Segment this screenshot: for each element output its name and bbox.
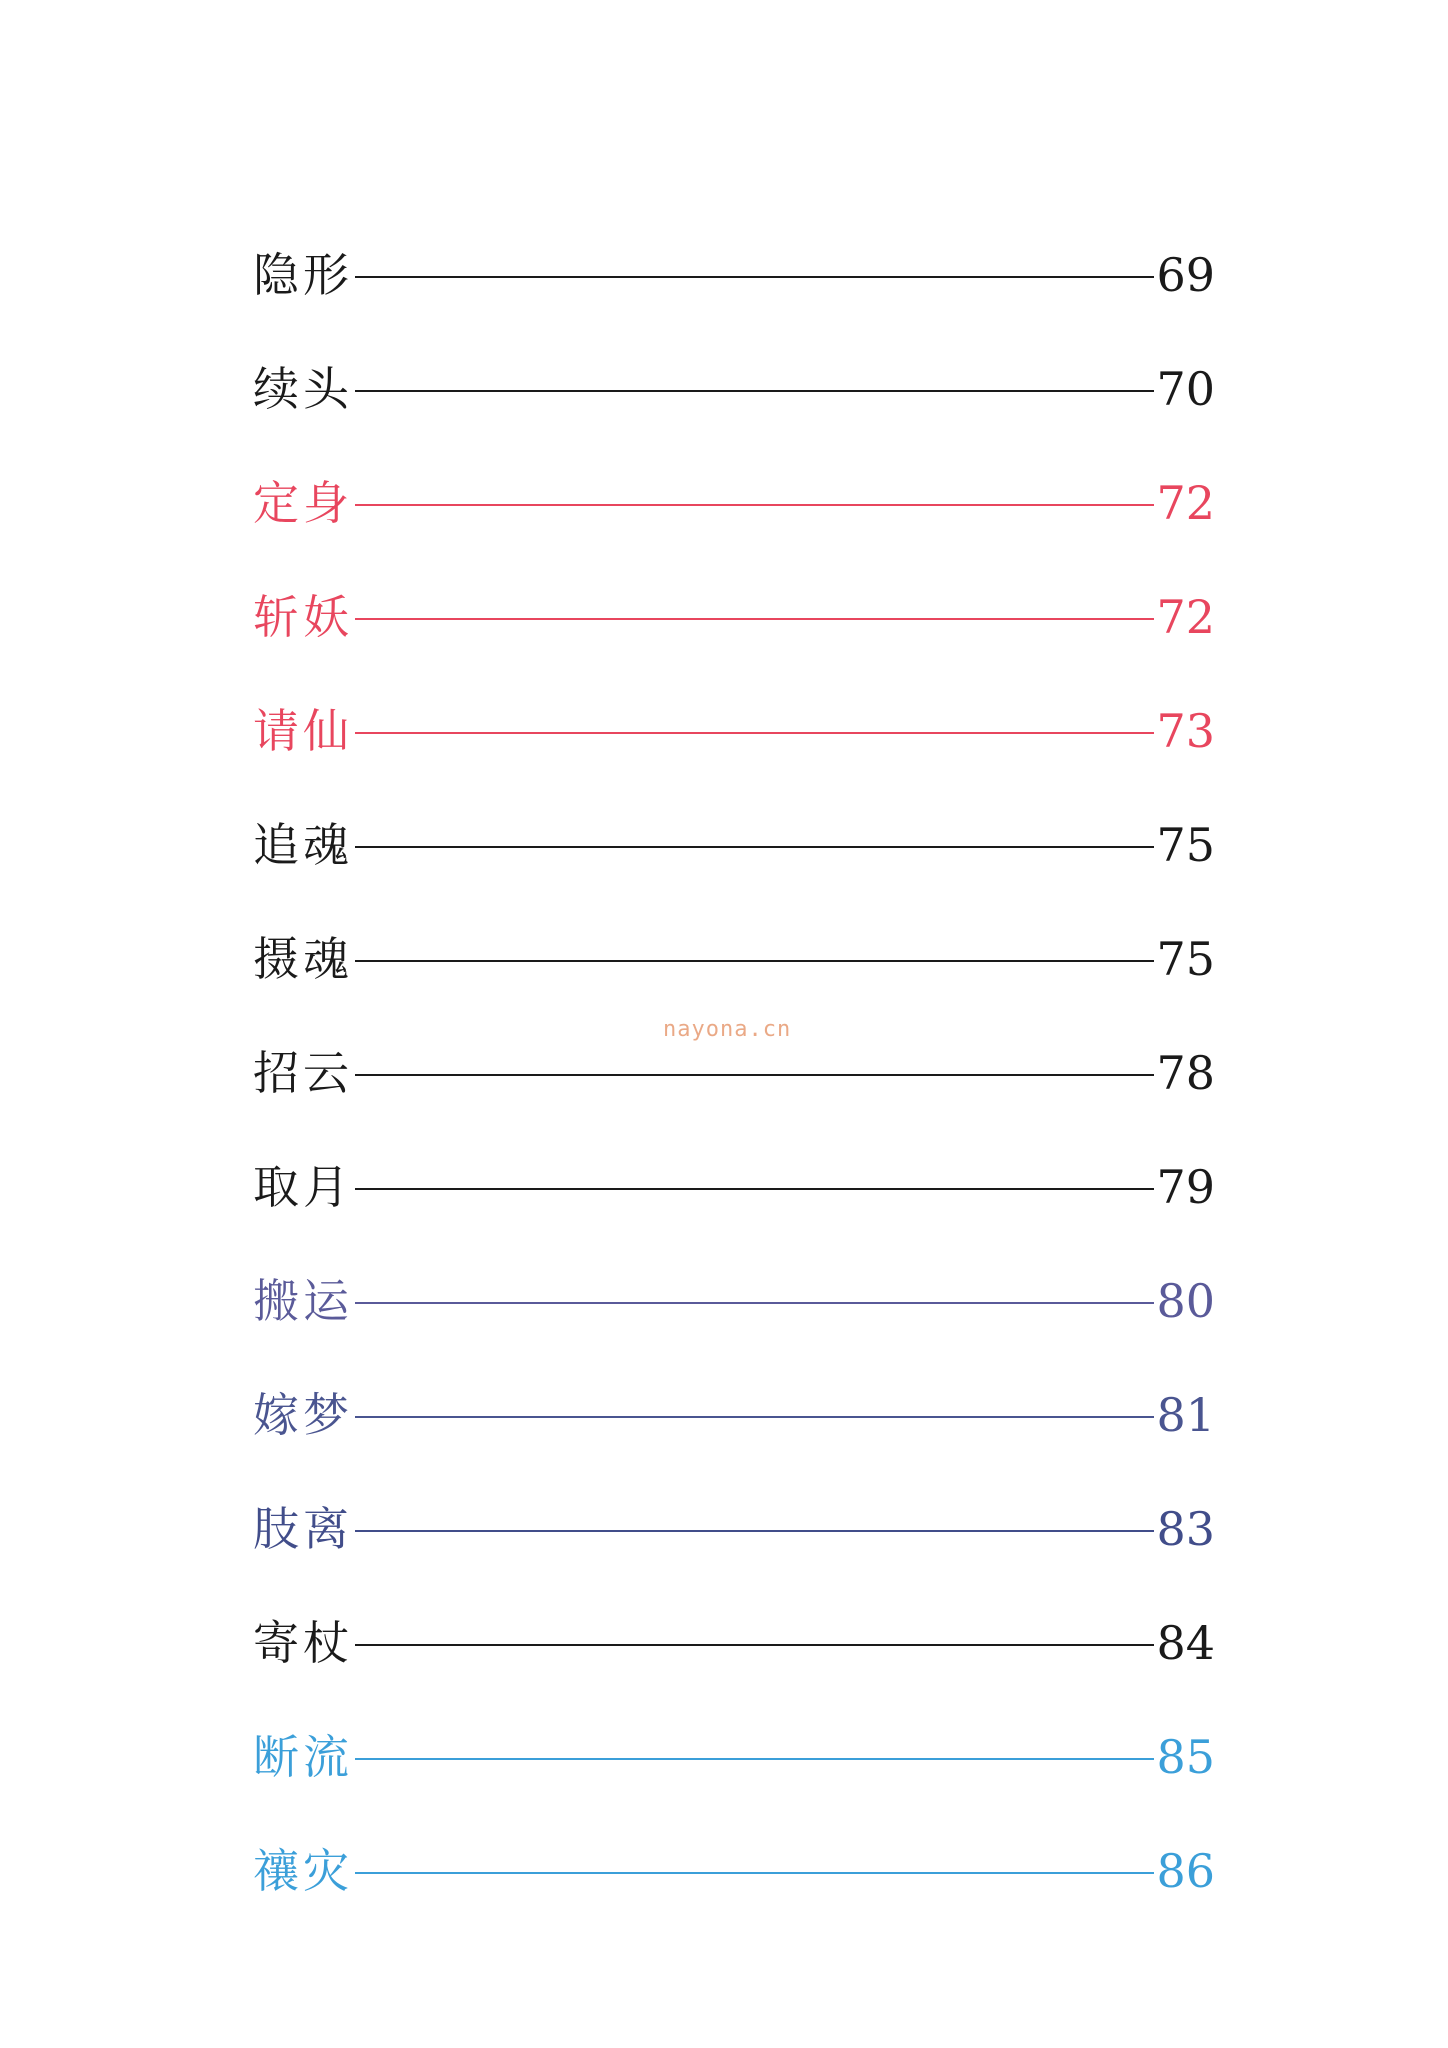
leader-line <box>355 960 1154 962</box>
entry-title: 招云 <box>253 1046 353 1100</box>
leader-line <box>355 504 1154 506</box>
entry-page-number: 72 <box>1156 590 1215 644</box>
toc-entry[interactable] <box>253 1130 1215 1244</box>
entry-page-number: 81 <box>1156 1388 1215 1442</box>
toc-entry[interactable] <box>253 788 1215 902</box>
entry-page-number: 72 <box>1156 476 1215 530</box>
entry-title: 禳灾 <box>253 1844 353 1898</box>
leader-line <box>355 1872 1154 1874</box>
leader-line <box>355 1644 1154 1646</box>
toc-entry[interactable] <box>253 1700 1215 1814</box>
leader-line <box>355 732 1154 734</box>
entry-title: 请仙 <box>253 704 353 758</box>
leader-line <box>355 390 1154 392</box>
entry-title: 断流 <box>253 1730 353 1784</box>
toc-entry[interactable] <box>253 332 1215 446</box>
toc-entry[interactable] <box>253 1586 1215 1700</box>
table-of-contents <box>253 218 1215 1928</box>
leader-line <box>355 1416 1154 1418</box>
entry-page-number: 75 <box>1156 818 1215 872</box>
leader-line <box>355 618 1154 620</box>
toc-entry[interactable] <box>253 446 1215 560</box>
entry-title: 斩妖 <box>253 590 353 644</box>
entry-title: 取月 <box>253 1160 353 1214</box>
toc-entry[interactable] <box>253 674 1215 788</box>
entry-title: 摄魂 <box>253 932 353 986</box>
entry-title: 追魂 <box>253 818 353 872</box>
leader-line <box>355 1530 1154 1532</box>
entry-page-number: 79 <box>1156 1160 1215 1214</box>
toc-entry[interactable] <box>253 902 1215 1016</box>
leader-line <box>355 1188 1154 1190</box>
leader-line <box>355 1758 1154 1760</box>
entry-page-number: 80 <box>1156 1274 1215 1328</box>
toc-entry[interactable] <box>253 1814 1215 1928</box>
entry-title: 寄杖 <box>253 1616 353 1670</box>
leader-line <box>355 1302 1154 1304</box>
leader-line <box>355 1074 1154 1076</box>
leader-line <box>355 846 1154 848</box>
entry-title: 隐形 <box>253 248 353 302</box>
entry-page-number: 83 <box>1156 1502 1215 1556</box>
toc-entry[interactable] <box>253 1244 1215 1358</box>
entry-page-number: 69 <box>1156 248 1215 302</box>
entry-page-number: 73 <box>1156 704 1215 758</box>
toc-entry[interactable] <box>253 1472 1215 1586</box>
entry-page-number: 78 <box>1156 1046 1215 1100</box>
entry-title: 嫁梦 <box>253 1388 353 1442</box>
toc-entry[interactable] <box>253 218 1215 332</box>
entry-title: 肢离 <box>253 1502 353 1556</box>
entry-title: 续头 <box>253 362 353 416</box>
toc-entry[interactable] <box>253 560 1215 674</box>
entry-page-number: 70 <box>1156 362 1215 416</box>
leader-line <box>355 276 1154 278</box>
entry-title: 定身 <box>253 476 353 530</box>
entry-page-number: 75 <box>1156 932 1215 986</box>
entry-title: 搬运 <box>253 1274 353 1328</box>
watermark: nayona.cn <box>663 1017 792 1042</box>
entry-page-number: 85 <box>1156 1730 1215 1784</box>
entry-page-number: 86 <box>1156 1844 1215 1898</box>
toc-entry[interactable] <box>253 1358 1215 1472</box>
entry-page-number: 84 <box>1156 1616 1215 1670</box>
